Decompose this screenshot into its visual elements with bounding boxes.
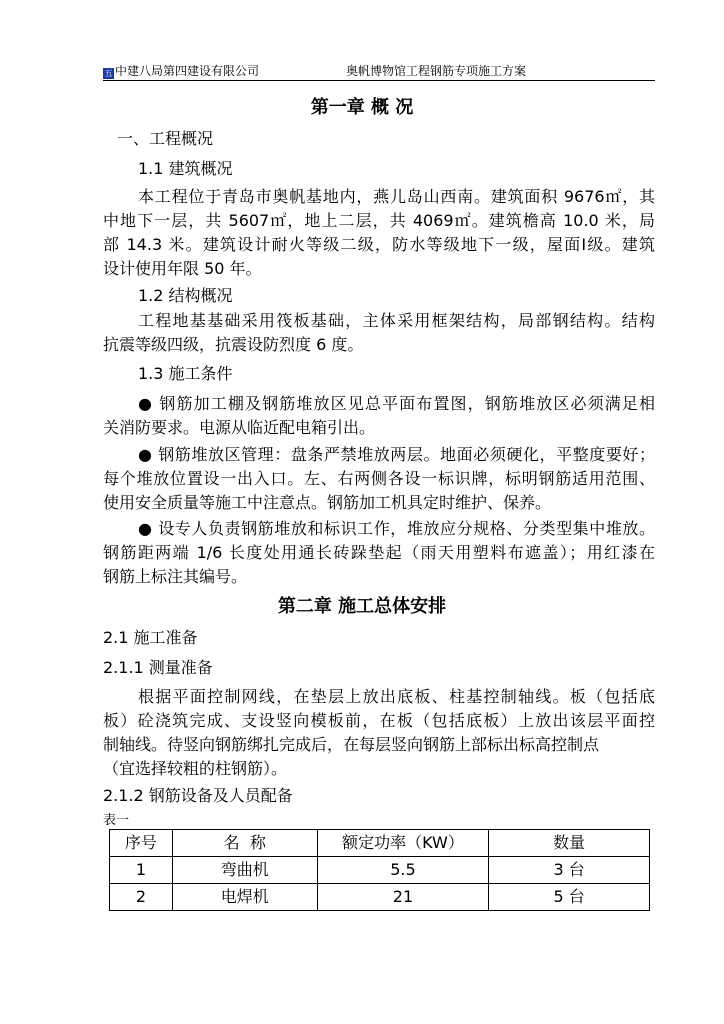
paragraph-line: ● 钢筋加工棚及钢筋堆放区见总平面布置图，钢筋堆放区必须满足相 — [138, 394, 655, 413]
structure-overview-paragraph — [103, 309, 655, 357]
chapter-2-title: 第二章 施工总体安排 — [277, 596, 447, 617]
subsection-1-3-heading: 1.3 施工条件 — [138, 364, 233, 383]
paragraph-line: ● 设专人负责钢筋堆放和标识工作，堆放应分规格、分类型集中堆放。 — [138, 519, 655, 538]
subsection-1-1-heading: 1.1 建筑概况 — [138, 159, 233, 178]
paragraph-line: 钢筋距两端 1/6 长度处用通长砖跺垫起（雨天用塑料布遮盖）；用红漆在 — [103, 543, 655, 562]
equipment-table — [109, 829, 650, 911]
subsection-2-1-1-heading: 2.1.1 测量准备 — [103, 658, 213, 677]
section-1-heading: 一、工程概况 — [117, 129, 214, 148]
header-project-title: 奥帆博物馆工程钢筋专项施工方案 — [346, 64, 527, 78]
paragraph-line: 设计使用年限 50 年。 — [103, 259, 262, 278]
survey-preparation-paragraph — [103, 685, 655, 781]
table-header-cell: 数量 — [489, 830, 650, 857]
table-header-cell: 额定功率（KW） — [317, 830, 489, 857]
bullet-stacking-labeling — [103, 517, 655, 589]
paragraph-line: （宜选择较粗的柱钢筋）。 — [103, 759, 288, 778]
table-header-row — [110, 830, 650, 857]
company-name: 中建八局第四建设有限公司 — [115, 64, 260, 78]
subsection-1-2-heading: 1.2 结构概况 — [138, 286, 233, 305]
header-company — [103, 62, 259, 80]
bullet-processing-shed — [103, 392, 655, 440]
paragraph-line: 使用安全质量等施工中注意点。钢筋加工机具定时维护、保养。 — [103, 493, 552, 512]
paragraph-line: 抗震等级四级，抗震设防烈度 6 度。 — [103, 335, 364, 354]
table-row — [110, 857, 650, 884]
paragraph-line: 关消防要求。电源从临近配电箱引出。 — [103, 418, 376, 437]
page-header — [103, 62, 655, 81]
chapter-1-title: 第一章 概 况 — [310, 97, 414, 118]
paragraph-line: 部 14.3 米。建筑设计耐火等级二级，防水等级地下一级，屋面Ⅰ级。建筑 — [103, 235, 655, 254]
table-cell: 5 台 — [489, 884, 650, 911]
table-header-cell: 序号 — [110, 830, 173, 857]
paragraph-line: 制轴线。待竖向钢筋绑扎完成后，在每层竖向钢筋上部标出标高控制点 — [103, 735, 600, 754]
bullet-storage-management — [103, 443, 655, 515]
table-cell: 21 — [317, 884, 489, 911]
table-header-cell: 名 称 — [172, 830, 317, 857]
paragraph-line: 中地下一层，共 5607㎡，地上二层，共 4069㎡。建筑檐高 10.0 米，局 — [103, 211, 655, 230]
building-overview-paragraph — [103, 185, 655, 281]
subsection-2-1-2-heading: 2.1.2 钢筋设备及人员配备 — [103, 786, 293, 805]
section-2-1-heading: 2.1 施工准备 — [103, 628, 198, 647]
paragraph-line: 根据平面控制网线，在垫层上放出底板、柱基控制轴线。板（包括底 — [138, 687, 655, 706]
table-cell: 弯曲机 — [172, 857, 317, 884]
table-cell: 3 台 — [489, 857, 650, 884]
paragraph-line: ● 钢筋堆放区管理：盘条严禁堆放两层。地面必须硬化，平整度要好； — [138, 445, 655, 464]
paragraph-line: 钢筋上标注其编号。 — [103, 567, 248, 586]
table-cell: 1 — [110, 857, 173, 884]
table-cell: 2 — [110, 884, 173, 911]
table-row — [110, 884, 650, 911]
table-cell: 5.5 — [317, 857, 489, 884]
paragraph-line: 工程地基基础采用筏板基础，主体采用框架结构，局部钢结构。结构 — [138, 311, 655, 330]
table-caption: 表一 — [103, 813, 130, 828]
paragraph-line: 本工程位于青岛市奥帆基地内，燕儿岛山西南。建筑面积 9676㎡，其 — [138, 187, 655, 206]
table-cell: 电焊机 — [172, 884, 317, 911]
company-logo-icon: 五 — [104, 69, 113, 78]
paragraph-line: 每个堆放位置设一出入口。左、右两侧各设一标识牌，标明钢筋适用范围、 — [103, 469, 655, 488]
paragraph-line: 板）砼浇筑完成、支设竖向模板前，在板（包括底板）上放出该层平面控 — [103, 711, 655, 730]
